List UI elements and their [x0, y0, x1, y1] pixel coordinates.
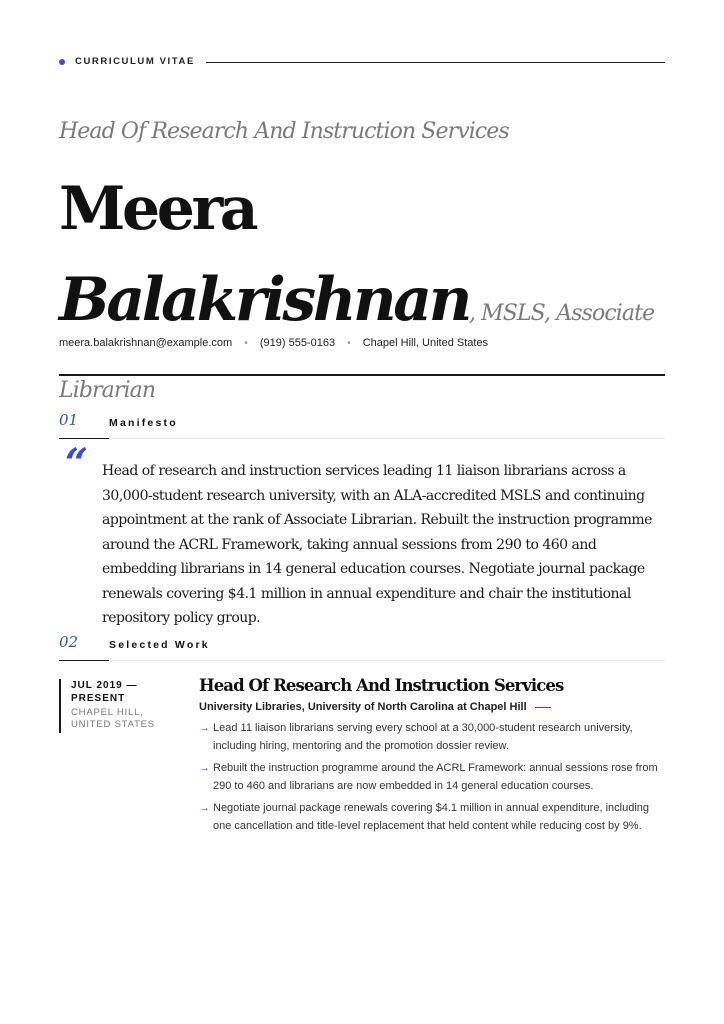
section-number-work: 02 [59, 633, 79, 651]
contact-separator: • [347, 338, 351, 349]
cv-header-strip [59, 55, 665, 69]
quote-mark-icon: “ [65, 440, 89, 487]
section-title-work: Selected Work [109, 639, 210, 651]
header-divider [59, 374, 665, 376]
arrow-right-icon: → [199, 802, 210, 814]
last-name: Balakrishnan [59, 265, 469, 335]
section-title-manifesto: Manifesto [109, 417, 178, 429]
credentials: , MSLS, Associate Librarian [59, 301, 655, 403]
work-title: Head Of Research And Instruction Services [199, 676, 564, 695]
section-rule-accent [59, 438, 109, 439]
contact-location: Chapel Hill, United States [362, 337, 489, 349]
bullet-text: Lead 11 liaison librarians serving every school at a 30,000-student research university, including hiring, mentoring and the promotion dossier review. [213, 722, 633, 752]
bullet-text: Rebuilt the instruction programme around the ACRL Framework: annual sessions rose from 290 to 460 and librarians are now embedded in 14 general education courses. [213, 762, 658, 792]
contact-phone[interactable]: (919) 555-0163 [259, 337, 336, 349]
section-number-manifesto: 01 [59, 411, 79, 429]
list-item [199, 760, 669, 795]
work-entry [199, 676, 669, 840]
section-rule-accent [59, 660, 109, 661]
accent-dash [535, 707, 551, 708]
section-rule [109, 438, 665, 439]
section-rule [109, 660, 665, 661]
work-organization-row [199, 701, 669, 713]
list-item [199, 720, 669, 755]
list-item [199, 800, 669, 835]
first-name: Meera [59, 174, 256, 244]
cv-label: CURRICULUM VITAE [75, 56, 195, 67]
accent-dot-icon [59, 59, 65, 65]
work-date-start: JUL 2019 — [71, 680, 138, 691]
arrow-right-icon: → [199, 722, 210, 734]
contact-separator: • [244, 338, 248, 349]
headline [59, 94, 669, 430]
work-entry-meta [59, 679, 179, 733]
work-bullets [199, 720, 669, 835]
job-title-heading: Head Of Research And Instruction Services [59, 119, 509, 144]
header-rule [206, 62, 665, 63]
work-location-line2: UNITED STATES [71, 719, 155, 730]
contact-line [59, 337, 488, 349]
work-date-end: PRESENT [71, 693, 126, 704]
arrow-right-icon: → [199, 762, 210, 774]
manifesto-text: Head of research and instruction services leading 11 liaison librarians across a 30,000-student research university, with an ALA-accredited MSLS and continuing appointment at the rank of Associate Librarian. Rebuilt the instruction programme around the ACRL Framework, taking annual sessions from 290 to 460 and embedding librarians in 14 general education courses. Negotiate journal package renewals covering $4.1 million in annual expenditure and chair the institutional repository policy group. [102, 463, 652, 626]
work-location-line1: CHAPEL HILL, [71, 707, 144, 718]
contact-email[interactable]: meera.balakrishnan@example.com [59, 337, 233, 349]
work-organization: University Libraries, University of North Carolina at Chapel Hill [199, 701, 527, 713]
bullet-text: Negotiate journal package renewals covering $4.1 million in annual expenditure, including one cancellation and title-level replacement that held content while reducing cost by 9%. [213, 802, 649, 832]
